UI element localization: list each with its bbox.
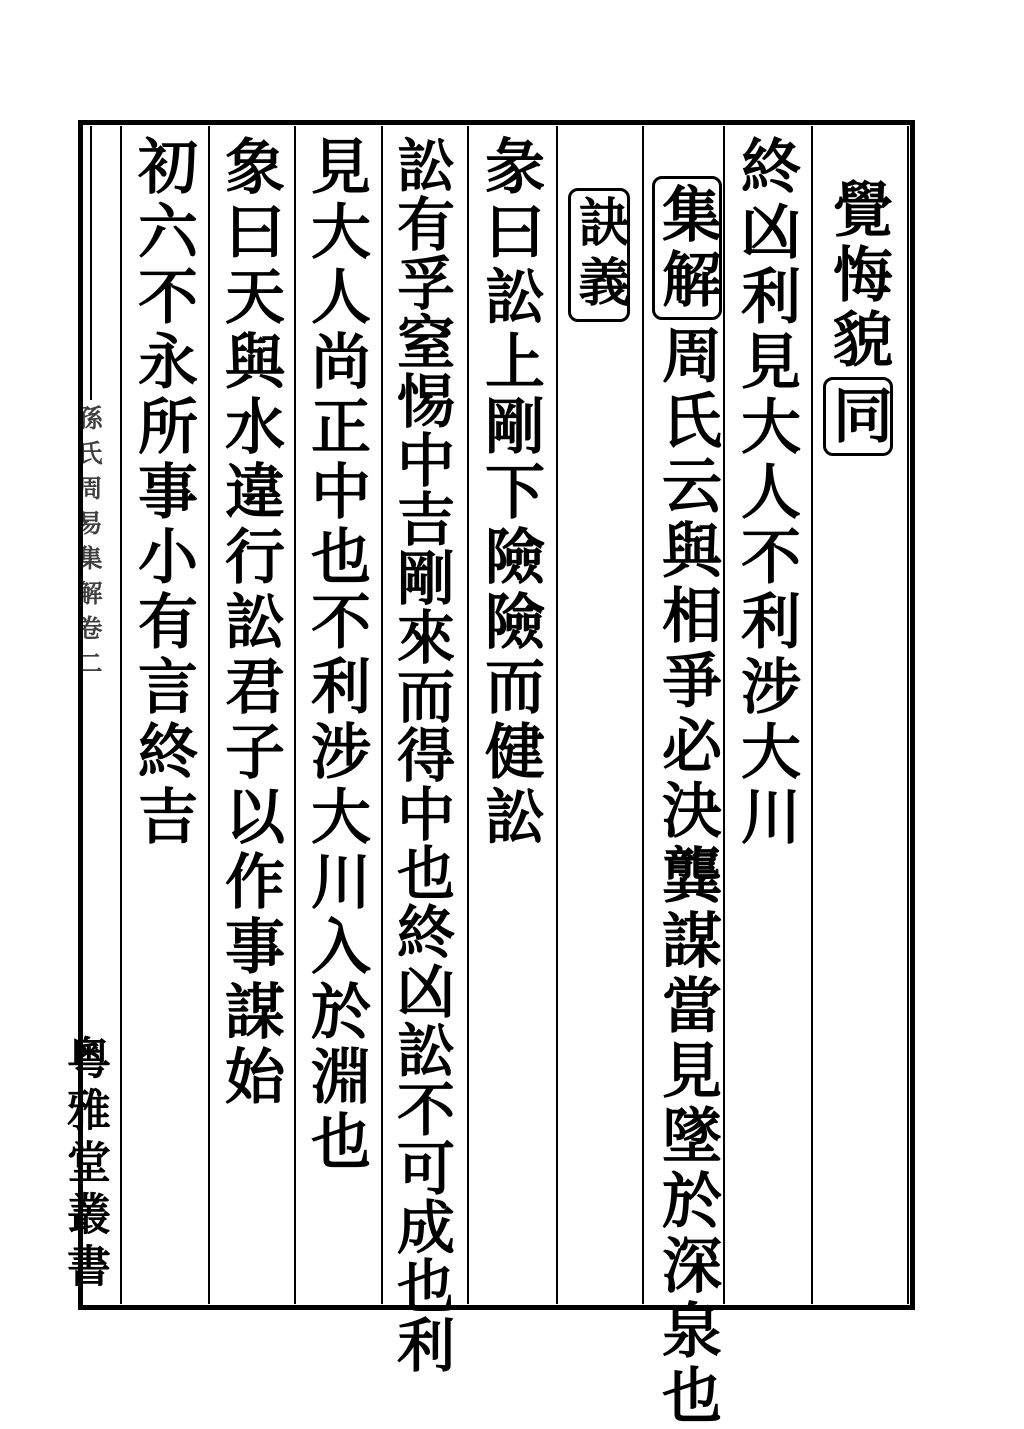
column-text: 象曰天與水違行訟君子以作事謀始 bbox=[215, 135, 285, 1110]
column-text: 覺悔貌 bbox=[823, 178, 893, 373]
column-rule bbox=[642, 126, 644, 1304]
margin-title: 孫氏周易集解卷二 bbox=[74, 405, 103, 685]
text-column-9 bbox=[128, 135, 198, 850]
column-rule bbox=[208, 126, 210, 1304]
column-text: 彖曰訟上剛下險險而健訟 bbox=[475, 135, 545, 850]
text-column-8 bbox=[215, 135, 285, 1110]
annotation-tag: 集解 bbox=[652, 176, 722, 320]
column-rule bbox=[723, 126, 725, 1304]
column-rule bbox=[120, 126, 122, 1304]
text-column-1 bbox=[823, 178, 893, 460]
margin-rule bbox=[90, 126, 92, 400]
annotation-tag: 同 bbox=[823, 377, 893, 456]
text-column-4 bbox=[568, 184, 630, 326]
column-rule bbox=[381, 126, 383, 1304]
annotation-tag: 訣義 bbox=[568, 188, 630, 322]
column-rule bbox=[467, 126, 469, 1304]
text-column-2 bbox=[731, 135, 801, 850]
publisher-imprint: 粵雅堂叢書 bbox=[59, 1035, 110, 1295]
column-rule bbox=[556, 126, 558, 1304]
column-text: 見大人尚正中也不利涉大川入於淵也 bbox=[301, 135, 371, 1175]
column-rule bbox=[811, 126, 813, 1304]
text-column-5 bbox=[475, 135, 545, 850]
column-text: 終凶利見大人不利涉大川 bbox=[731, 135, 801, 850]
text-column-3 bbox=[652, 172, 722, 1429]
column-rule bbox=[294, 126, 296, 1304]
text-column-7 bbox=[301, 135, 371, 1175]
text-column-6 bbox=[387, 135, 455, 1374]
column-text: 周氏云與相爭必決龔謀當見墜於深泉也 bbox=[652, 324, 722, 1429]
column-text: 訟有孚窒惕中吉剛來而得中也終凶訟不可成也利 bbox=[387, 135, 455, 1374]
column-text: 初六不永所事小有言終吉 bbox=[128, 135, 198, 850]
